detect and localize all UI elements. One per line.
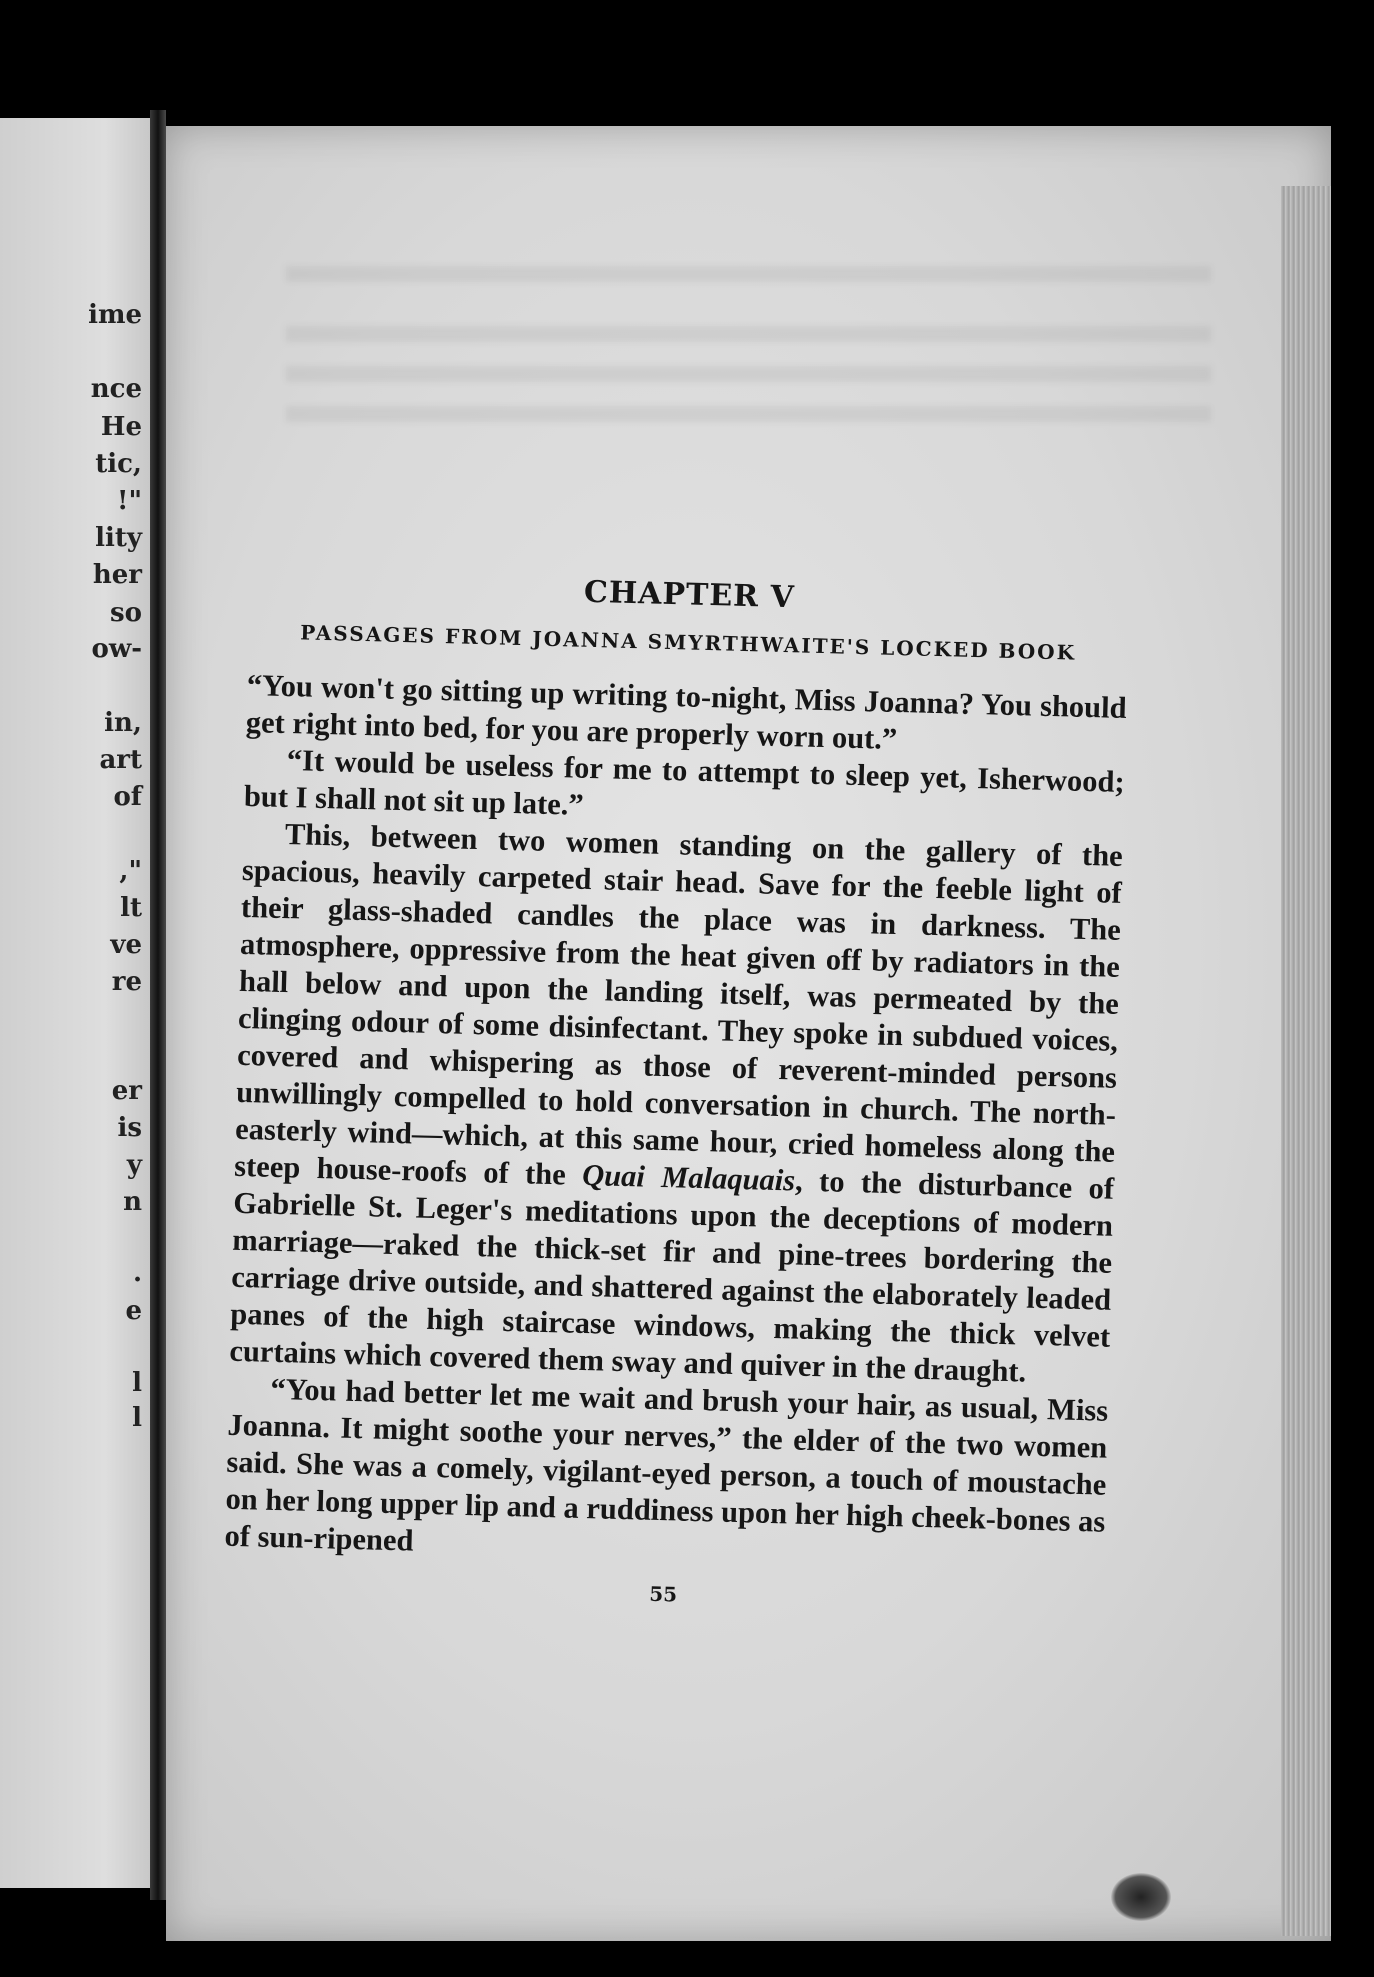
- page-text: [223, 566, 1130, 1618]
- left-page-fragment: art: [99, 745, 142, 775]
- show-through: [286, 266, 1211, 282]
- chapter-subtitle: PASSAGES FROM JOANNA SMYRTHWAITE'S LOCKED BOOK: [299, 620, 1077, 665]
- chapter-title: CHAPTER V: [583, 574, 796, 616]
- left-page-fragment: re: [111, 967, 142, 997]
- left-page-fragment: ow-: [91, 634, 142, 664]
- left-page-fragment: lt: [120, 893, 142, 923]
- paragraph: “You had better let me wait and brush your hair, as usual, Miss Joanna. It might soothe your nerves,” the elder of the two women said. She was a comely, vigilant-eyed person, a touch of moustache on her long upper lip and a ruddiness upon her high cheek-bones as of sun-ripened: [224, 1371, 1109, 1558]
- paragraph-text: , to the disturbance of Gabrielle St. Leger's meditations upon the deceptions of modern marriage—raked the thick-set fir and pine-trees bordering the carriage drive outside, and shattered against the elaborately leaded panes of the high staircase windows, making the thick velvet curtains which covered them sway and quiver in the draught.: [229, 1163, 1115, 1389]
- left-page-fragment: of: [113, 782, 142, 812]
- left-page-fragment: er: [111, 1076, 142, 1106]
- right-page: [166, 126, 1331, 1941]
- left-page-fragment: is: [117, 1113, 142, 1143]
- left-page-fragment: ve: [110, 930, 142, 960]
- paragraph: [229, 815, 1123, 1393]
- left-page-fragment: nce: [90, 374, 142, 404]
- page-edge: [1281, 186, 1331, 1936]
- left-page-fragment: ,": [119, 856, 142, 886]
- show-through: [286, 326, 1211, 342]
- ink-blot: [1111, 1873, 1171, 1921]
- left-page-fragment: her: [92, 560, 142, 590]
- left-page-fragment: l: [132, 1403, 142, 1433]
- paragraph: “You won't go sitting up writing to-night, Miss Joanna? You should get right into bed, for you are properly worn out.”: [245, 667, 1128, 756]
- left-page-fragment: e: [125, 1296, 142, 1326]
- place-name: Quai Malaquais: [581, 1157, 796, 1198]
- left-page-fragment: y: [126, 1150, 142, 1180]
- left-page-fragment: .: [132, 1258, 142, 1288]
- left-page-fragment: He: [100, 412, 142, 442]
- left-page-fragment: ime: [88, 300, 142, 330]
- paragraph-text: This, between two women standing on the gallery of the spacious, heavily carpeted stair head. Save for the feeble light of their glass-shaded candles the place was in darkness. The atmosphere, oppressive from the heat given off by radiators in the hall below and upon the landing itself, was permeated by the clinging odour of some disinfectant. They spoke in subdued voices, covered and whispering as those of reverent-minded persons unwillingly compelled to hold conversation in church. The north-easterly wind—which, at this same hour, cried homeless along the steep house-roofs of the: [233, 817, 1124, 1192]
- left-page-fragment: in,: [104, 708, 142, 738]
- left-page-fragment: n: [123, 1187, 142, 1217]
- left-page-fragment: lity: [95, 523, 142, 553]
- left-page-fragment: l: [132, 1368, 142, 1398]
- left-page-fragment: !": [117, 486, 142, 516]
- left-page-fragment: so: [110, 598, 142, 628]
- left-facing-page: [0, 118, 150, 1888]
- paragraph: “It would be useless for me to attempt to sleep yet, Isherwood; but I shall not sit up late.”: [243, 743, 1126, 822]
- left-page-fragment: tic,: [95, 449, 142, 479]
- show-through: [286, 406, 1211, 422]
- book-gutter: [150, 110, 166, 1900]
- show-through: [286, 366, 1211, 382]
- page-number: 55: [648, 1581, 678, 1607]
